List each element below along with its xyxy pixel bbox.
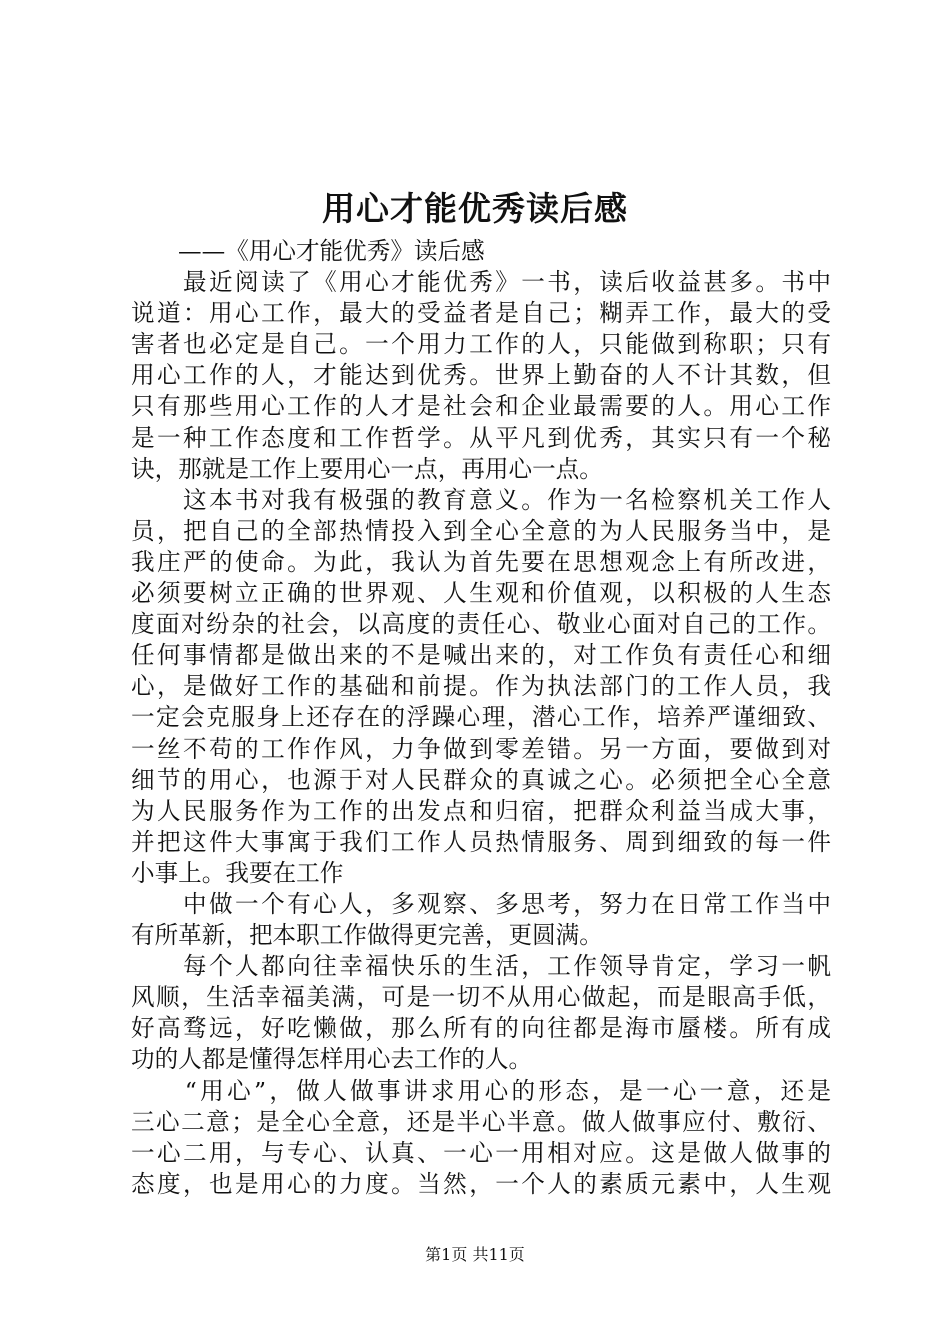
text-line: 任何事情都是做出来的不是喊出来的，对工作负有责任心和细 [131, 641, 831, 670]
text-line: 诀，那就是工作上要用心一点，再用心一点。 [131, 454, 603, 483]
text-line: 度面对纷杂的社会，以高度的责任心、敬业心面对自己的工作。 [131, 610, 831, 639]
text-line: 小事上。我要在工作 [131, 858, 344, 887]
text-line: 最近阅读了《用心才能优秀》一书，读后收益甚多。书中 [131, 268, 831, 297]
document-title: 用心才能优秀读后感 [322, 189, 628, 228]
text-line: 功的人都是懂得怎样用心去工作的人。 [131, 1045, 533, 1074]
text-line: 为人民服务作为工作的出发点和归宿，把群众利益当成大事， [131, 796, 831, 825]
text-line: 用心工作的人，才能达到优秀。世界上勤奋的人不计其数，但 [131, 361, 831, 390]
text-line: 每个人都向往幸福快乐的生活，工作领导肯定，学习一帆 [131, 952, 831, 981]
text-line: 中做一个有心人，多观察、多思考，努力在日常工作当中 [131, 889, 831, 918]
text-line: 一定会克服身上还存在的浮躁心理，潜心工作，培养严谨细致、 [131, 703, 831, 732]
text-line: 必须要树立正确的世界观、人生观和价值观，以积极的人生态 [131, 579, 831, 608]
text-line: 三心二意；是全心全意，还是半心半意。做人做事应付、敷衍、 [131, 1107, 831, 1136]
document-subtitle: ——《用心才能优秀》读后感 [178, 237, 485, 265]
text-line: 一心二用，与专心、认真、一心一用相对应。这是做人做事的 [131, 1138, 831, 1167]
text-line: 我庄严的使命。为此，我认为首先要在思想观念上有所改进， [131, 547, 831, 576]
page-footer: 第1页 共11页 [425, 1245, 525, 1264]
text-line: 害者也必定是自己。一个用力工作的人，只能做到称职；只有 [131, 330, 831, 359]
text-line: 风顺，生活幸福美满，可是一切不从用心做起，而是眼高手低， [131, 983, 831, 1012]
text-line: 这本书对我有极强的教育意义。作为一名检察机关工作人 [131, 485, 831, 514]
text-line: 一丝不苟的工作作风，力争做到零差错。另一方面，要做到对 [131, 734, 831, 763]
text-line: 是一种工作态度和工作哲学。从平凡到优秀，其实只有一个秘 [131, 423, 831, 452]
document-body [131, 236, 831, 1200]
text-line: 说道：用心工作，最大的受益者是自己；糊弄工作，最大的受 [131, 299, 831, 328]
text-line: 有所革新，把本职工作做得更完善，更圆满。 [131, 921, 603, 950]
text-line: 细节的用心，也源于对人民群众的真诚之心。必须把全心全意 [131, 765, 831, 794]
text-line: 态度，也是用心的力度。当然，一个人的素质元素中，人生观 [131, 1169, 831, 1198]
text-line: 只有那些用心工作的人才是社会和企业最需要的人。用心工作 [131, 392, 831, 421]
text-line: 并把这件大事寓于我们工作人员热情服务、周到细致的每一件 [131, 827, 831, 856]
text-line: 心，是做好工作的基础和前提。作为执法部门的工作人员，我 [131, 672, 831, 701]
text-line: 好高骛远，好吃懒做，那么所有的向往都是海市蜃楼。所有成 [131, 1014, 831, 1043]
text-line: “用心”，做人做事讲求用心的形态，是一心一意，还是 [131, 1076, 831, 1105]
body-lines [131, 267, 831, 1200]
text-line: 员，把自己的全部热情投入到全心全意的为人民服务当中，是 [131, 516, 831, 545]
